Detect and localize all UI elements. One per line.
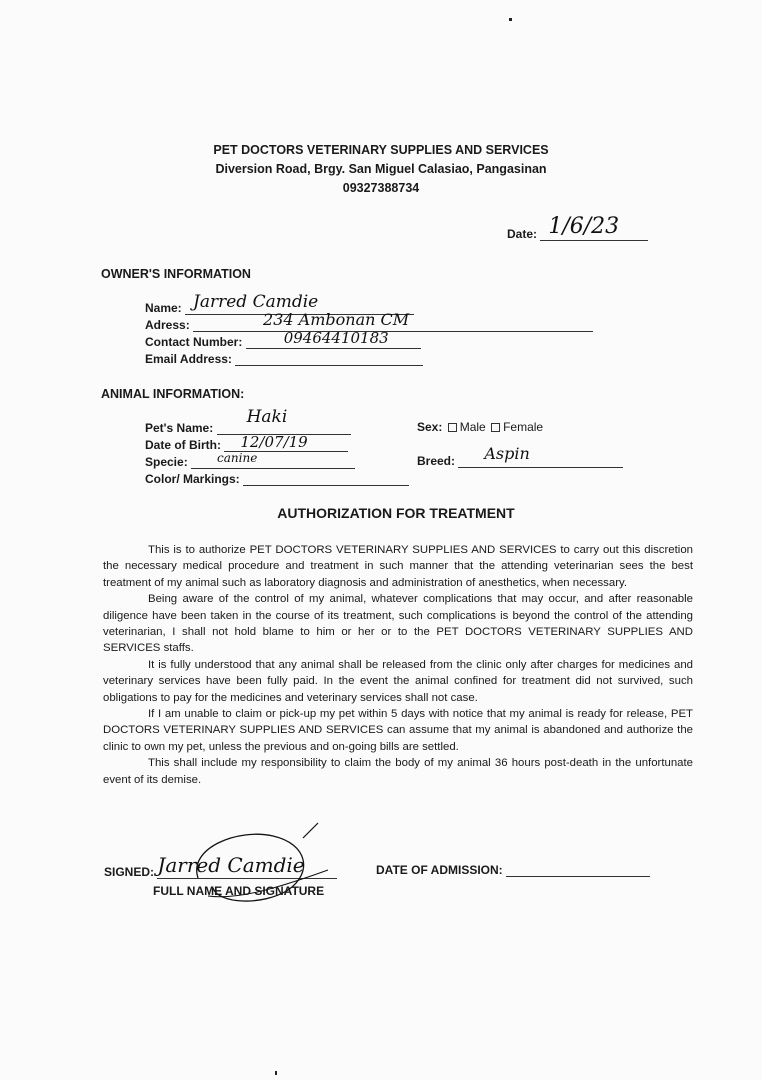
handwritten-signature-flourish xyxy=(178,818,338,913)
date-value: 1/6/23 xyxy=(548,214,620,239)
color-field xyxy=(145,472,409,486)
owner-contact-line[interactable] xyxy=(246,329,421,349)
owner-address-line[interactable] xyxy=(193,310,593,332)
scan-speck xyxy=(275,1071,277,1075)
owner-email-label: Email Address: xyxy=(145,352,232,366)
authorization-paragraph: This shall include my responsibility to claim the body of my animal 36 hours post-death in the unfortunate event of its demise. xyxy=(103,757,693,786)
specie-label: Specie: xyxy=(145,455,188,469)
owner-email-field xyxy=(145,352,423,366)
owner-heading: OWNER'S INFORMATION xyxy=(101,267,251,281)
specie-line[interactable] xyxy=(191,451,355,469)
admission-field xyxy=(376,863,650,877)
authorization-title: AUTHORIZATION FOR TREATMENT xyxy=(277,505,515,521)
owner-contact-value: 09464410183 xyxy=(283,329,389,347)
female-label: Female xyxy=(503,420,544,434)
male-checkbox[interactable] xyxy=(448,423,457,432)
authorization-body xyxy=(103,542,693,788)
admission-label: DATE OF ADMISSION: xyxy=(376,863,503,877)
pet-name-label: Pet's Name: xyxy=(145,421,214,435)
owner-name-label: Name: xyxy=(145,301,182,315)
signature-value: Jarred Camdie xyxy=(157,853,305,877)
authorization-paragraph: This is to authorize PET DOCTORS VETERINARY SUPPLIES AND SERVICES to carry out this discretion the necessary medical procedure and treatment in such manner that the attending veterinarian sees the best treatment of my animal such as laboratory diagnosis and administration of anesthetics, when necessary. xyxy=(103,544,693,589)
admission-line[interactable] xyxy=(506,863,650,877)
owner-name-value: Jarred Camdie xyxy=(193,292,319,312)
signature-caption: FULL NAME AND SIGNATURE xyxy=(153,884,325,898)
dob-value: 12/07/19 xyxy=(240,433,308,451)
date-line[interactable] xyxy=(540,214,648,241)
scan-speck xyxy=(509,18,512,21)
clinic-header xyxy=(0,141,762,198)
authorization-paragraph: It is fully understood that any animal shall be released from the clinic only after charges for medicines and veterinary services have been fully paid. In the event the animal confined for treatment did not survived, such obligations to pay for the medicines and veterinary services shall not case. xyxy=(103,658,693,704)
authorization-paragraph: If I am unable to claim or pick-up my pet within 5 days with notice that my animal is ready for release, PET DOCTORS VETERINARY SUPPLIES AND SERVICES can assume that my animal is abandoned and authorize the clinic to own my pet, unless the previous and on-going bills are settled. xyxy=(103,708,693,753)
breed-line[interactable] xyxy=(458,444,623,468)
breed-label: Breed: xyxy=(417,454,456,468)
signed-label: SIGNED: xyxy=(104,865,155,879)
dob-line[interactable] xyxy=(224,433,348,452)
clinic-name: PET DOCTORS VETERINARY SUPPLIES AND SERVICES xyxy=(213,143,549,157)
animal-heading: ANIMAL INFORMATION: xyxy=(101,387,245,401)
male-label: Male xyxy=(459,420,486,434)
owner-address-label: Adress: xyxy=(145,318,190,332)
dob-label: Date of Birth: xyxy=(145,438,221,452)
owner-address-value: 234 Ambonan CM xyxy=(263,310,410,329)
sex-label: Sex: xyxy=(417,420,443,434)
dob-field xyxy=(145,433,348,452)
color-label: Color/ Markings: xyxy=(145,472,240,486)
pet-name-value: Haki xyxy=(246,407,288,427)
owner-contact-field xyxy=(145,329,421,349)
sex-field xyxy=(417,420,543,434)
specie-field xyxy=(145,451,355,469)
owner-contact-label: Contact Number: xyxy=(145,335,243,349)
date-label: Date: xyxy=(507,227,538,241)
clinic-phone: 09327388734 xyxy=(342,181,420,195)
date-field xyxy=(507,214,648,241)
breed-value: Aspin xyxy=(484,444,530,463)
breed-field xyxy=(417,444,623,468)
clinic-address: Diversion Road, Brgy. San Miguel Calasiao, Pangasinan xyxy=(215,162,547,176)
color-line[interactable] xyxy=(243,472,409,486)
specie-value: canine xyxy=(217,451,258,465)
female-checkbox[interactable] xyxy=(491,423,500,432)
owner-email-line[interactable] xyxy=(235,352,423,366)
authorization-paragraph: Being aware of the control of my animal, whatever complications that may occur, and after reasonable diligence have been taken in the course of its treatment, such complications is beyond the control of the attending veterinarian, I shall not hold blame to him or her or to the PET DOCTORS VETERINARY SUPPLIES AND SERVICES staffs. xyxy=(103,593,693,655)
